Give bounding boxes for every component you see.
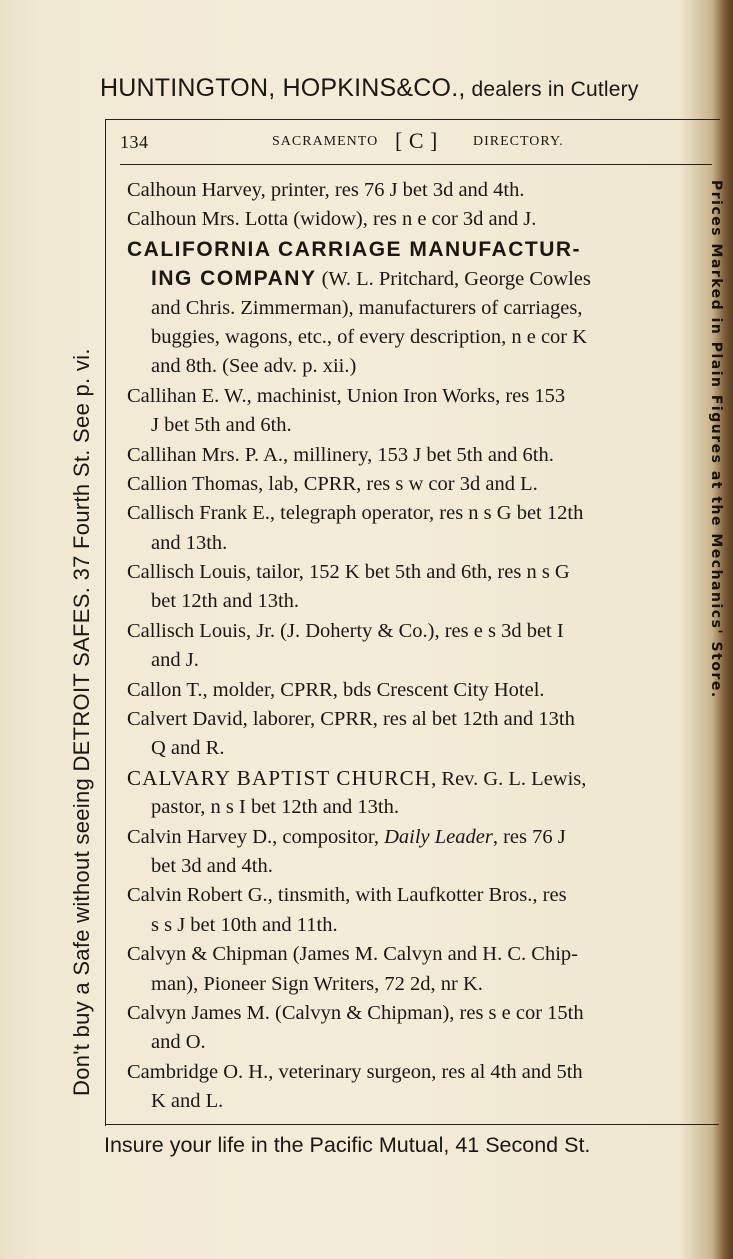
directory-line: Calvyn James M. (Calvyn & Chipman), res s e cor 15th <box>127 1001 584 1024</box>
directory-line: bet 12th and 13th. <box>151 590 300 613</box>
directory-line <box>127 264 709 293</box>
header-directory: DIRECTORY. <box>473 134 564 149</box>
right-margin-advertisement: Prices Marked in Plain Figures at the Mechanics' Store. <box>708 180 724 699</box>
directory-line: man), Pioneer Sign Writers, 72 2d, nr K. <box>151 972 483 995</box>
page-frame-bottom-rule <box>105 1124 719 1125</box>
bottom-advertisement: Insure your life in the Pacific Mutual, 41 Second St. <box>104 1133 591 1157</box>
entry-pre: Calvin Harvey D., compositor, <box>127 825 385 848</box>
directory-line: and O. <box>151 1031 206 1054</box>
entry-post: , res 76 J <box>492 825 566 848</box>
directory-line: and J. <box>151 649 199 672</box>
directory-line <box>127 764 709 793</box>
directory-line: and Chris. Zimmerman), manufacturers of carriages, <box>151 296 583 319</box>
directory-line: buggies, wagons, etc., of every description, n e cor K <box>151 325 588 348</box>
entry-name-emphasis: CALVARY BAPTIST CHURCH <box>127 765 432 790</box>
directory-line: J bet 5th and 6th. <box>151 414 292 437</box>
directory-line: Q and R. <box>151 737 225 760</box>
entry-rest: , Rev. G. L. Lewis, <box>431 767 587 790</box>
directory-line: Callihan E. W., machinist, Union Iron Works, res 153 <box>127 384 566 407</box>
banner-company-name: HUNTINGTON, HOPKINS&CO., <box>100 74 466 102</box>
directory-line: Callisch Frank E., telegraph operator, res n s G bet 12th <box>127 502 584 525</box>
directory-entries <box>127 176 709 1117</box>
header-city: SACRAMENTO <box>272 134 379 149</box>
directory-line: bet 3d and 4th. <box>151 854 273 877</box>
directory-line: Calhoun Mrs. Lotta (widow), res n e cor 3d and J. <box>127 208 537 231</box>
directory-line: pastor, n s I bet 12th and 13th. <box>151 796 399 819</box>
directory-line: Callisch Louis, Jr. (J. Doherty & Co.), res e s 3d bet I <box>127 619 564 642</box>
header-rule <box>120 164 712 165</box>
directory-line: Cambridge O. H., veterinary surgeon, res al 4th and 5th <box>127 1060 583 1083</box>
directory-line: Callisch Louis, tailor, 152 K bet 5th and 6th, res n s G <box>127 561 570 584</box>
page-number: 134 <box>120 132 149 152</box>
publication-name: Daily Leader <box>384 825 493 848</box>
directory-line: Calvin Robert G., tinsmith, with Laufkotter Bros., res <box>127 884 567 907</box>
directory-line: Calhoun Harvey, printer, res 76 J bet 3d and 4th. <box>127 179 525 201</box>
directory-line: and 13th. <box>151 531 228 554</box>
entry-rest: (W. L. Pritchard, George Cowles <box>316 268 591 291</box>
page-header <box>120 130 710 156</box>
left-margin-advertisement: Don't buy a Safe without seeing DETROIT SAFES. 37 Fourth St. See p. vi. <box>69 348 94 1096</box>
directory-line <box>127 823 709 852</box>
directory-line: K and L. <box>151 1090 224 1113</box>
directory-line: s s J bet 10th and 11th. <box>151 913 338 936</box>
entry-name-emphasis: ING COMPANY <box>151 267 317 291</box>
top-advertisement-banner <box>100 74 720 103</box>
directory-line: and 8th. (See adv. p. xii.) <box>151 355 357 378</box>
directory-line: Callion Thomas, lab, CPRR, res s w cor 3d and L. <box>127 472 538 495</box>
header-section-letter: [ C ] <box>395 128 438 153</box>
directory-line: CALIFORNIA CARRIAGE MANUFACTUR- <box>127 237 582 261</box>
directory-line: Callihan Mrs. P. A., millinery, 153 J bet 5th and 6th. <box>127 443 554 466</box>
directory-line: Calvert David, laborer, CPRR, res al bet 12th and 13th <box>127 708 575 731</box>
directory-line: Callon T., molder, CPRR, bds Crescent City Hotel. <box>127 678 545 701</box>
directory-line: Calvyn & Chipman (James M. Calvyn and H. C. Chip- <box>127 943 578 966</box>
banner-tagline: dealers in Cutlery <box>465 78 639 101</box>
